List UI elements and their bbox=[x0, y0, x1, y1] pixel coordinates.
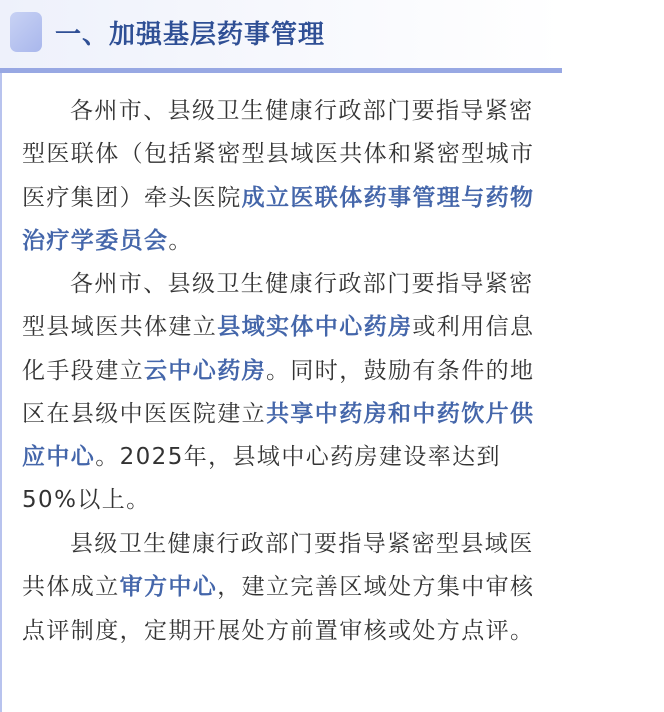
text-run: 县级卫生健康行政部门要指导紧密型县域医共体成立 bbox=[22, 531, 534, 601]
highlighted-text: 成立医联体药事管理与药物治疗学委员会 bbox=[22, 184, 535, 254]
highlighted-text: 共享中药房和中药饮片供应中心 bbox=[22, 400, 535, 471]
paragraph bbox=[22, 263, 554, 523]
section-marker-icon bbox=[10, 12, 42, 52]
text-run: ，建立完善区域处方集中审核点评制度，定期开展处方前置审核或处方点评。 bbox=[22, 574, 535, 644]
highlighted-text: 审方中心 bbox=[119, 574, 218, 601]
text-run: 各州市、县级卫生健康行政部门要指导紧密型医联体（包括紧密型县域医共体和紧密型城市医疗集团）牵头医院 bbox=[22, 98, 535, 211]
text-run: 各州市、县级卫生健康行政部门要指导紧密型县域医共体建立 bbox=[22, 271, 534, 341]
text-run: 。 bbox=[168, 227, 193, 254]
section-header bbox=[0, 0, 562, 72]
paragraph bbox=[22, 90, 554, 263]
text-run: 或利用信息化手段建立 bbox=[22, 314, 535, 384]
article-body bbox=[0, 73, 562, 712]
highlighted-text: 县域实体中心药房 bbox=[217, 314, 413, 341]
section-title: 一、加强基层药事管理 bbox=[55, 20, 326, 50]
text-run: 。同时，鼓励有条件的地区在县级中医医院建立 bbox=[22, 357, 535, 427]
highlighted-text: 云中心药房 bbox=[144, 357, 266, 384]
text-run: 。2025年，县域中心药房建设率达到50%以上。 bbox=[22, 444, 501, 514]
paragraph bbox=[22, 523, 554, 653]
